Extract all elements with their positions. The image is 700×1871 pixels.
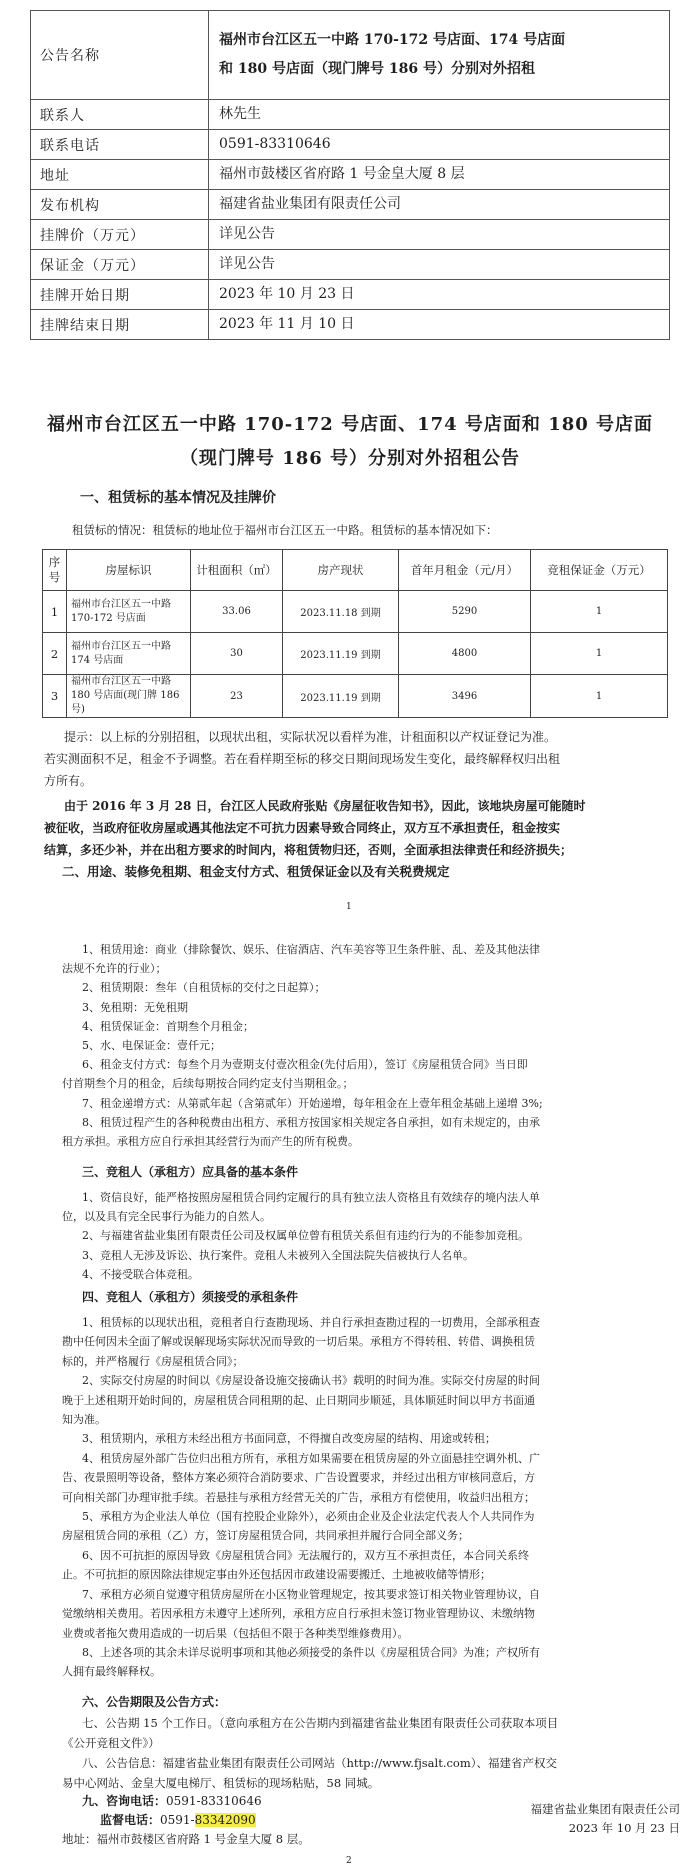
- consult-phone-line: [82, 1792, 262, 1811]
- announcement-name-line-2: 和 180 号店面（现门牌号 186 号）分别对外招租: [219, 61, 535, 77]
- info-key: 挂牌价（万元）: [31, 220, 209, 250]
- section-1-intro: 租赁标的情况：租赁标的地址位于福州市台江区五一中路。租赁标的基本情况如下：: [72, 523, 498, 537]
- col-header-name: 房屋标识: [67, 550, 191, 591]
- title-line-1: 福州市台江区五一中路 170-172 号店面、174 号店面和 180 号店面: [46, 414, 654, 435]
- announcement-body: [62, 1713, 682, 1793]
- cell-deposit: 1: [531, 633, 668, 675]
- lease-table-header: [43, 550, 668, 591]
- cell-deposit: 1: [531, 675, 668, 718]
- info-value: 详见公告: [209, 220, 670, 250]
- signature-date: 2023 年 10 月 23 日: [568, 1821, 680, 1835]
- cell-area: 33.06: [191, 591, 283, 633]
- info-row-price: [31, 220, 670, 250]
- info-value: 林先生: [209, 100, 670, 130]
- text-line: 4、不接受联合体竞租。: [82, 1267, 199, 1281]
- text-line: 8、租赁过程产生的各种税费由出租方、承租方按国家相关规定各自承担，如有未规定的，由承: [82, 1115, 540, 1129]
- text-line: 2、实际交付房屋的时间以《房屋设备设施交接确认书》载明的时间为准。实际交付房屋的时间: [82, 1374, 540, 1388]
- text-line: 3、免租期：无免租期: [82, 1000, 188, 1014]
- text-line: 业费或者拖欠费用造成的一切后果（包括但不限于各种类型维修费用）。: [62, 1626, 409, 1640]
- info-row-address: [31, 160, 670, 190]
- text-line: 标的，并严格履行《房屋租赁合同》；: [62, 1354, 244, 1368]
- text-line: 止。不可抗拒的原因除法律规定事由外还包括因市政建设需要搬迁、土地被收储等情形；: [62, 1568, 491, 1582]
- cell-name: 福州市台江区五一中路 170-172 号店面: [67, 591, 191, 633]
- info-table: [30, 10, 670, 340]
- supervise-prefix: 0591-: [160, 1813, 195, 1827]
- info-key: 保证金（万元）: [31, 250, 209, 280]
- cell-status: 2023.11.19 到期: [283, 633, 399, 675]
- cell-deposit: 1: [531, 591, 668, 633]
- section-3-body: [62, 1188, 662, 1284]
- text-line: 法规不允许的行业）；: [62, 962, 167, 976]
- text-line: 7、承租方必须自觉遵守租赁房屋所在小区物业管理规定，按其要求签订相关物业管理协议，自: [82, 1587, 540, 1601]
- text-line: 1、租赁标的以现状出租，竞租者自行查勘现场、并自行承担查勘过程的一切费用，全部承租查: [82, 1316, 540, 1329]
- section-3-heading: 三、竞租人（承租方）应具备的基本条件: [82, 1165, 299, 1179]
- col-header-rent: 首年月租金（元/月）: [399, 550, 531, 591]
- cell-status: 2023.11.19 到期: [283, 675, 399, 718]
- table-row: [43, 633, 668, 675]
- col-header-area: 计租面积（㎡）: [191, 550, 283, 591]
- text-line: 8、上述各项的其余未详尽说明事项和其他必须接受的条件以《房屋租赁合同》为准；产权所有: [82, 1645, 540, 1659]
- section-4-body: [62, 1313, 662, 1682]
- page-number-2: 2: [346, 1856, 352, 1866]
- supervise-phone-highlight: 83342090: [194, 1813, 256, 1827]
- lease-table: [42, 549, 668, 718]
- info-value: 福建省盐业集团有限责任公司: [209, 190, 670, 220]
- warning-line: 被征收，当政府征收房屋或遇其他法定不可抗力因素导致合同终止，双方互不承担责任，租金按实: [44, 821, 561, 835]
- warning-line: 由于 2016 年 3 月 28 日，台江区人民政府张贴《房屋征收告知书》，因此，该地块房屋可能随时: [64, 799, 586, 813]
- supervise-label: 监督电话：: [100, 1813, 161, 1827]
- consult-phone: 0591-83310646: [166, 1794, 262, 1808]
- warning-line: 结算，多还少补，并在出租方要求的时间内，将租赁物归还，否则，全面承担法律责任和经济损失；: [44, 843, 573, 857]
- text-line: 4、租赁保证金：首期叁个月租金；: [82, 1019, 254, 1033]
- info-value: [209, 11, 670, 100]
- info-value: 2023 年 11 月 10 日: [209, 310, 670, 340]
- section-2-heading: 二、用途、装修免租期、租金支付方式、租赁保证金以及有关税费规定: [62, 864, 450, 879]
- section-2-body: [62, 940, 662, 1151]
- section-4-heading: 四、竞租人（承租方）须接受的承租条件: [82, 1290, 299, 1304]
- cell-area: 30: [191, 633, 283, 675]
- info-value: 2023 年 10 月 23 日: [209, 280, 670, 310]
- section-1-heading: 一、租赁标的基本情况及挂牌价: [80, 490, 276, 506]
- text-line: 七、公告期 15 个工作日。（意向承租方在公告期内到福建省盐业集团有限责任公司获取本项目: [82, 1716, 559, 1730]
- info-row-deposit: [31, 250, 670, 280]
- note-line: 若实测面积不足，租金不予调整。若在看样期至标的移交日期间现场发生变化，最终解释权归出租: [44, 752, 561, 766]
- cell-no: 1: [43, 591, 67, 633]
- text-line: 1、租赁用途：商业（排除餐饮、娱乐、住宿酒店、汽车美容等卫生条件脏、乱、差及其他法律: [82, 943, 540, 956]
- info-key: 公告名称: [31, 11, 209, 100]
- cell-rent: 5290: [399, 591, 531, 633]
- info-row-start-date: [31, 280, 670, 310]
- text-line: 7、租金递增方式：从第贰年起（含第贰年）开始递增，每年租金在上壹年租金基础上递增 3%;: [82, 1096, 543, 1110]
- info-value: 福州市鼓楼区省府路 1 号金皇大厦 8 层: [209, 160, 670, 190]
- info-row-end-date: [31, 310, 670, 340]
- supervise-phone-line: [100, 1811, 256, 1830]
- info-key: 挂牌开始日期: [31, 280, 209, 310]
- info-key: 挂牌结束日期: [31, 310, 209, 340]
- signature-block: [460, 1800, 680, 1838]
- text-line: 可向相关部门办理审批手续。若悬挂与承租方经营无关的广告，承租方有偿使用，收益归出租方；: [62, 1490, 535, 1504]
- text-line: 位，以及具有完全民事行为能力的自然人。: [62, 1210, 271, 1224]
- text-line: 6、租金支付方式：每叁个月为壹期支付壹次租金(先付后用），签订《房屋租赁合同》当日即: [82, 1058, 528, 1072]
- info-key: 联系人: [31, 100, 209, 130]
- cell-status: 2023.11.18 到期: [283, 591, 399, 633]
- text-line: 知为准。: [62, 1413, 106, 1427]
- page-number: 1: [346, 902, 352, 912]
- text-line: 告、夜景照明等设备，整体方案必须符合消防要求、广告设置要求，并经过出租方审核同意后，方: [62, 1471, 535, 1485]
- text-line: 付首期叁个月的租金，后续每期按合同约定支付当期租金。；: [62, 1077, 354, 1091]
- text-line: 觉缴纳相关费用。若因承租方未遵守上述所列，承租方应自行承担未签订物业管理协议、未缴纳物: [62, 1607, 535, 1621]
- note-line: 方所有。: [44, 774, 93, 788]
- table-row: [43, 675, 668, 718]
- info-key: 联系电话: [31, 130, 209, 160]
- text-line: 3、租赁期内，承租方未经出租方书面同意，不得擅自改变房屋的结构、用途或转租；: [82, 1432, 496, 1446]
- info-row-phone: [31, 130, 670, 160]
- consult-label: 九、咨询电话：: [82, 1794, 167, 1808]
- text-line: 八、公告信息：福建省盐业集团有限责任公司网站（http://www.fjsalt.com）、福建省产权交: [82, 1756, 558, 1770]
- note-line: 提示：以上标的分别招租，以现状出租，实际状况以看样为准，计租面积以产权证登记为准。: [64, 730, 557, 744]
- address-line: 地址：福州市鼓楼区省府路 1 号金皇大厦 8 层。: [62, 1832, 310, 1846]
- warning-paragraph: [44, 795, 684, 861]
- info-row-contact: [31, 100, 670, 130]
- col-header-deposit: 竞租保证金（万元）: [531, 550, 668, 591]
- text-line: 易中心网站、金皇大厦电梯厅、租赁标的现场粘贴，58 同城。: [62, 1776, 380, 1790]
- col-header-status: 房产现状: [283, 550, 399, 591]
- text-line: 2、与福建省盐业集团有限责任公司及权属单位曾有租赁关系但有违约行为的不能参加竞租。: [82, 1229, 529, 1243]
- text-line: 勘中任何因未全面了解或误解现场实际状况而导致的一切后果。承租方不得转租、转借、调换租赁: [62, 1335, 535, 1349]
- info-row-name: [31, 11, 670, 100]
- text-line: 3、竞租人无涉及诉讼、执行案件。竞租人未被列入全国法院失信被执行人名单。: [82, 1248, 474, 1262]
- cell-name: 福州市台江区五一中路 174 号店面: [67, 633, 191, 675]
- info-value: 详见公告: [209, 250, 670, 280]
- title-line-2: （现门牌号 186 号）分别对外招租公告: [179, 448, 521, 469]
- cell-no: 2: [43, 633, 67, 675]
- text-line: 2、租赁期限：叁年（自租赁标的交付之日起算）；: [82, 981, 326, 995]
- cell-area: 23: [191, 675, 283, 718]
- info-key: 发布机构: [31, 190, 209, 220]
- text-line: 5、承租方为企业法人单位（国有控股企业除外），必须由企业及企业法定代表人个人共同作为: [82, 1510, 535, 1524]
- text-line: 房屋租赁合同的承租（乙）方，签订房屋租赁合同，共同承担并履行合同全部义务；: [62, 1529, 469, 1543]
- info-value: 0591-83310646: [209, 130, 670, 160]
- text-line: 租方承担。承租方应自行承担其经营行为而产生的所有税费。: [62, 1135, 359, 1149]
- signature-org: 福建省盐业集团有限责任公司: [530, 1802, 680, 1816]
- info-row-publisher: [31, 190, 670, 220]
- text-line: 《公开竞租文件》）: [62, 1736, 160, 1750]
- note-paragraph: [44, 726, 674, 792]
- text-line: 晚于上述租期开始时间的，房屋租赁合同租期的起、止日期同步顺延，具体顺延时间以甲方书面通: [62, 1393, 535, 1407]
- table-row: [43, 591, 668, 633]
- text-line: 1、资信良好，能严格按照房屋租赁合同约定履行的具有独立法人资格且有效续存的境内法人单: [82, 1191, 540, 1204]
- cell-no: 3: [43, 675, 67, 718]
- text-line: 5、水、电保证金：壹仟元；: [82, 1039, 221, 1053]
- cell-name: 福州市台江区五一中路 180 号店面(现门牌 186 号): [67, 675, 191, 718]
- cell-rent: 3496: [399, 675, 531, 718]
- info-key: 地址: [31, 160, 209, 190]
- text-line: 6、因不可抗拒的原因导致《房屋租赁合同》无法履行的，双方互不承担责任，本合同关系终: [82, 1548, 529, 1562]
- cell-rent: 4800: [399, 633, 531, 675]
- text-line: 人拥有最终解释权。: [62, 1665, 161, 1679]
- announcement-name-line-1: 福州市台江区五一中路 170-172 号店面、174 号店面: [219, 32, 566, 48]
- section-6-heading: 六、公告期限及公告方式：: [82, 1695, 227, 1709]
- text-line: 4、租赁房屋外部广告位归出租方所有，承租方如果需要在租赁房屋的外立面悬挂空调外机、广: [82, 1451, 540, 1465]
- col-header-no: 序号: [43, 550, 67, 591]
- announcement-title: [30, 408, 670, 476]
